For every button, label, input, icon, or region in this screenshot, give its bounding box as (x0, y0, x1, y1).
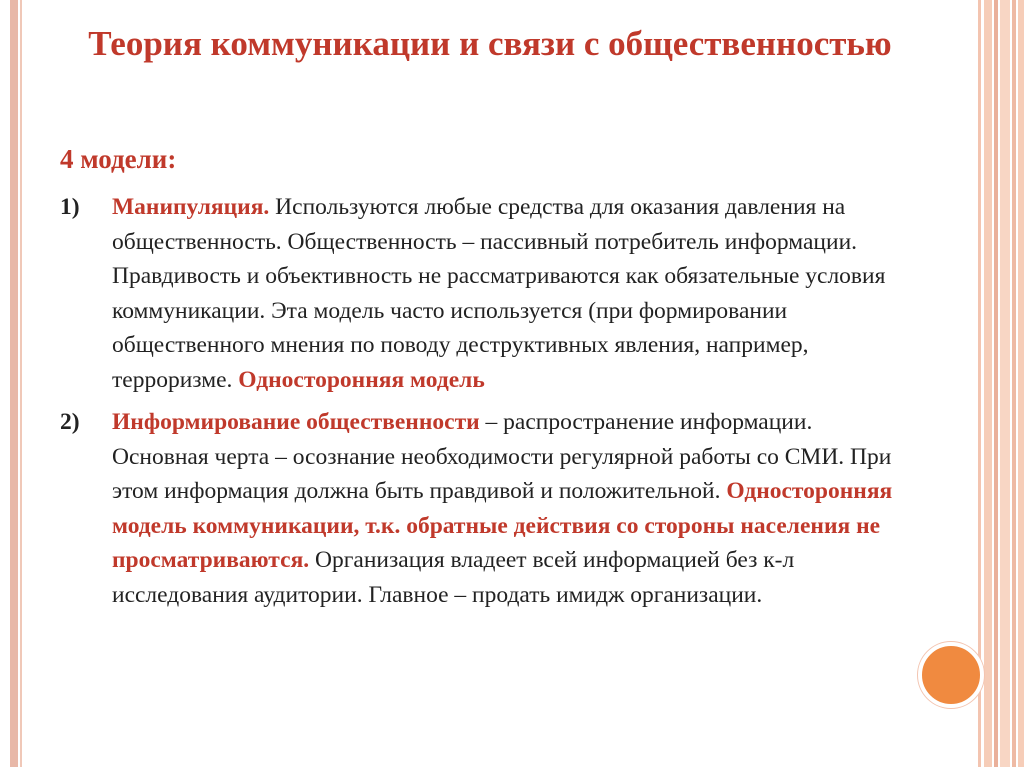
item-body (112, 405, 900, 612)
right-stripe (1012, 0, 1016, 767)
item-body (112, 190, 900, 397)
item-term: Информирование общественности (112, 409, 480, 435)
right-stripe (1000, 0, 1010, 767)
item-tail: Организация владеет всей информацией без к-л исследования аудитории. Главное – продать имидж организации. (112, 547, 795, 608)
right-stripe (994, 0, 998, 767)
item-text: – распространение информации. Основная черта – осознание необходимости регулярной работы со СМИ. При этом информация должна быть правдивой и положительной. (112, 409, 892, 504)
models-list (60, 190, 900, 620)
section-heading: 4 модели: (60, 144, 177, 174)
item-text: Используются любые средства для оказания давления на общественность. Общественность – пассивный потребитель информации. Правдивость и объективность не рассматриваются как обязательные условия коммуникации. Эта модель часто используется (при формировании общественного мнения по поводу деструктивных явления, например, терроризме. (112, 194, 886, 393)
item-term: Манипуляция. (112, 194, 270, 220)
left-frame-border (10, 0, 18, 767)
item-conclusion: Односторонняя модель (238, 366, 485, 393)
item-number: 1) (60, 194, 80, 220)
item-conclusion: Односторонняя модель коммуникации, т.к. обратные действия со стороны населения не просматриваются. (112, 478, 893, 573)
left-frame-inner-border (20, 0, 22, 767)
item-number: 2) (60, 409, 80, 435)
slide-title: Теория коммуникации и связи с общественностью (88, 24, 892, 63)
right-stripe (978, 0, 981, 767)
right-stripe (984, 0, 992, 767)
right-stripe (1018, 0, 1024, 767)
list-item (60, 190, 900, 397)
list-item (60, 405, 900, 612)
decorative-circle-icon (918, 642, 984, 708)
